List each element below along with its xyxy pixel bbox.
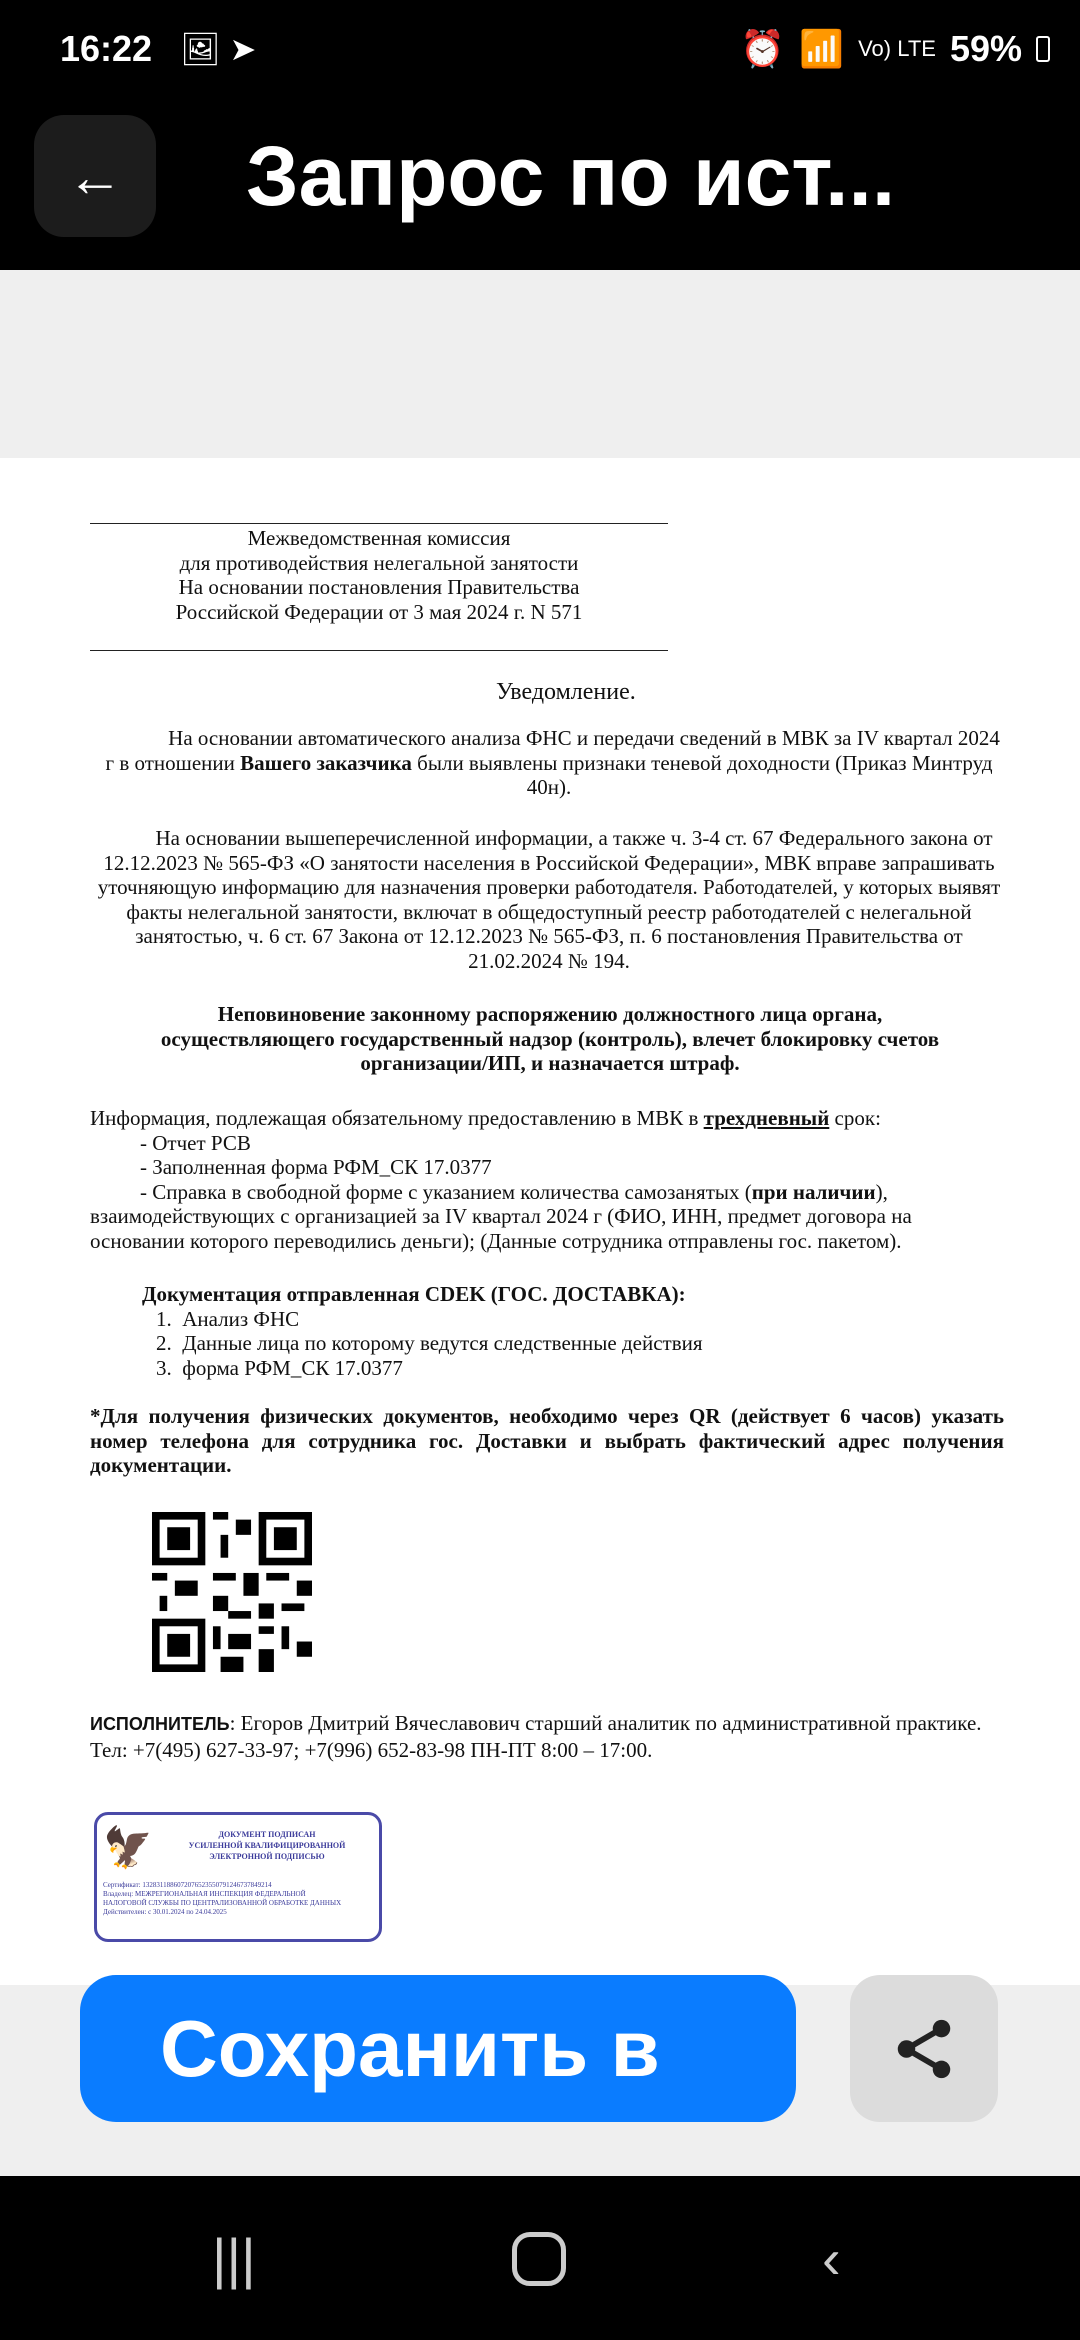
executor-label: ИСПОЛНИТЕЛЬ xyxy=(90,1714,230,1734)
executor-block xyxy=(90,1710,1020,1763)
list-item: 2. Данные лица по которому ведутся следственные действия xyxy=(156,1331,703,1355)
paragraph-1 xyxy=(92,726,1006,800)
share-icon xyxy=(889,2014,959,2084)
text: - Справка в свободной форме с указанием количества самозанятых ( xyxy=(140,1179,752,1204)
page-title: Запрос по ист... xyxy=(246,129,896,223)
recents-icon[interactable]: ||| xyxy=(212,2227,256,2290)
text: Информация, подлежащая обязательному предоставлению в МВК в xyxy=(90,1106,704,1130)
text: На основании вышеперечисленной информации, а также ч. 3-4 ст. 67 Федерального закона от 12.12.2023 № 565-ФЗ «О занятости населения в Российской Федерации», МВК вправе запрашивать уточняющую информацию для назначения проверки работодателя. Работодателей, у которых выявят факты нелегальной занятости, включат в общедоступный реестр работодателей с нелегальной занятостью, ч. 6 ст. 67 Закона от 12.12.2023 № 565-ФЗ, п. 6 постановления Правительства от 21.02.2024 № 194. xyxy=(97,826,1001,973)
org-line: Межведомственная комиссия xyxy=(247,526,511,550)
text: На основании автоматического анализа ФНС и передачи сведений в МВК за IV квартал 2024 г в отношении xyxy=(105,726,1000,775)
org-line: На основании постановления Правительства xyxy=(178,575,580,599)
document-page xyxy=(0,458,1080,1985)
divider xyxy=(90,523,668,524)
battery-icon xyxy=(1036,36,1050,62)
list-item: - Заполненная форма РФМ_СК 17.0377 xyxy=(140,1155,492,1179)
list-item: 3. форма РФМ_СК 17.0377 xyxy=(156,1355,403,1380)
network-label: Vo) LTE xyxy=(858,36,936,61)
text-bold: при наличии xyxy=(751,1179,876,1204)
doc-heading: Уведомление. xyxy=(496,679,636,705)
executor-text: : Егоров Дмитрий Вячеславович старший аналитик по административной практике. xyxy=(229,1711,982,1735)
text: ), взаимодействующих с организацией за IV квартал 2024 г (ФИО, ИНН, предмет договора на основании которого переводились деньги); (Данные сотрудника отправлены гос. пакетом). xyxy=(90,1179,912,1253)
stamp-valid: Действителен: с 30.01.2024 по 24.04.2025 xyxy=(103,1908,227,1916)
home-icon[interactable] xyxy=(512,2232,566,2286)
list-item: - Отчет РСВ xyxy=(140,1130,251,1155)
docs-title: Документация отправленная CDEK (ГОС. ДОСТАВКА): xyxy=(142,1282,686,1306)
org-line: для противодействия нелегальной занятости xyxy=(179,550,579,575)
phone-text: Тел: +7(495) 627-33-97; +7(996) 652-83-98 ПН-ПТ 8:00 – 17:00. xyxy=(90,1738,653,1762)
stamp-cert: Сертификат: 1328311886072076523550791246737849214 xyxy=(103,1881,272,1889)
app-header xyxy=(0,90,1080,270)
coat-of-arms-icon: 🦅 xyxy=(103,1825,153,1870)
back-nav-icon[interactable]: ‹ xyxy=(822,2227,841,2290)
list-item: 1. Анализ ФНС xyxy=(156,1306,300,1331)
text-bold: Вашего заказчика xyxy=(240,750,412,775)
back-button[interactable] xyxy=(34,115,156,237)
arrow-left-icon: ← xyxy=(67,144,123,208)
stamp-owner: Владелец: МЕЖРЕГИОНАЛЬНАЯ ИНСПЕКЦИЯ ФЕДЕРАЛЬНОЙ НАЛОГОВОЙ СЛУЖБЫ ПО ЦЕНТРАЛИЗОВАННОЙ ОБРАБОТКЕ ДАННЫХ xyxy=(103,1890,342,1907)
battery-text: 59% xyxy=(949,28,1022,69)
text: были выявлены признаки теневой доходности (Приказ Минтруд 40н). xyxy=(411,750,993,799)
clock: 16:22 xyxy=(60,28,153,69)
qr-code[interactable] xyxy=(152,1512,312,1672)
docs-block xyxy=(142,1282,703,1380)
share-button[interactable] xyxy=(850,1975,998,2122)
text: срок: xyxy=(829,1106,881,1130)
signature-stamp xyxy=(94,1812,382,1942)
org-line: Российской Федерации от 3 мая 2024 г. N 571 xyxy=(175,599,583,624)
stamp-title: ДОКУМЕНТ ПОДПИСАН xyxy=(218,1830,316,1839)
alarm-icon: ⏰ xyxy=(740,28,786,69)
divider xyxy=(90,650,668,651)
org-block xyxy=(90,526,668,624)
text-bold: трехдневный xyxy=(703,1106,830,1130)
stamp-title: ЭЛЕКТРОННОЙ ПОДПИСЬЮ xyxy=(209,1852,325,1861)
wifi-icon: 📶 xyxy=(799,28,845,69)
info-block xyxy=(90,1106,1010,1253)
paragraph-2 xyxy=(92,826,1006,973)
note-text: *Для получения физических документов, необходимо через QR (действует 6 часов) указать номер телефона для сотрудника гос. Доставки и выбрать фактический адрес получения документации. xyxy=(90,1404,1004,1477)
stamp-title: УСИЛЕННОЙ КВАЛИФИЦИРОВАННОЙ xyxy=(188,1841,346,1850)
system-nav-bar xyxy=(0,2176,1080,2340)
notification-icons: 🖼 ➤ xyxy=(180,31,257,67)
save-button[interactable]: Сохранить в xyxy=(80,1975,796,2122)
warning-text: Неповиновение законному распоряжению должностного лица органа, осуществляющего государственный надзор (контроль), влечет блокировку счетов организации/ИП, и назначается штраф. xyxy=(160,1002,940,1075)
status-bar xyxy=(0,0,1080,90)
